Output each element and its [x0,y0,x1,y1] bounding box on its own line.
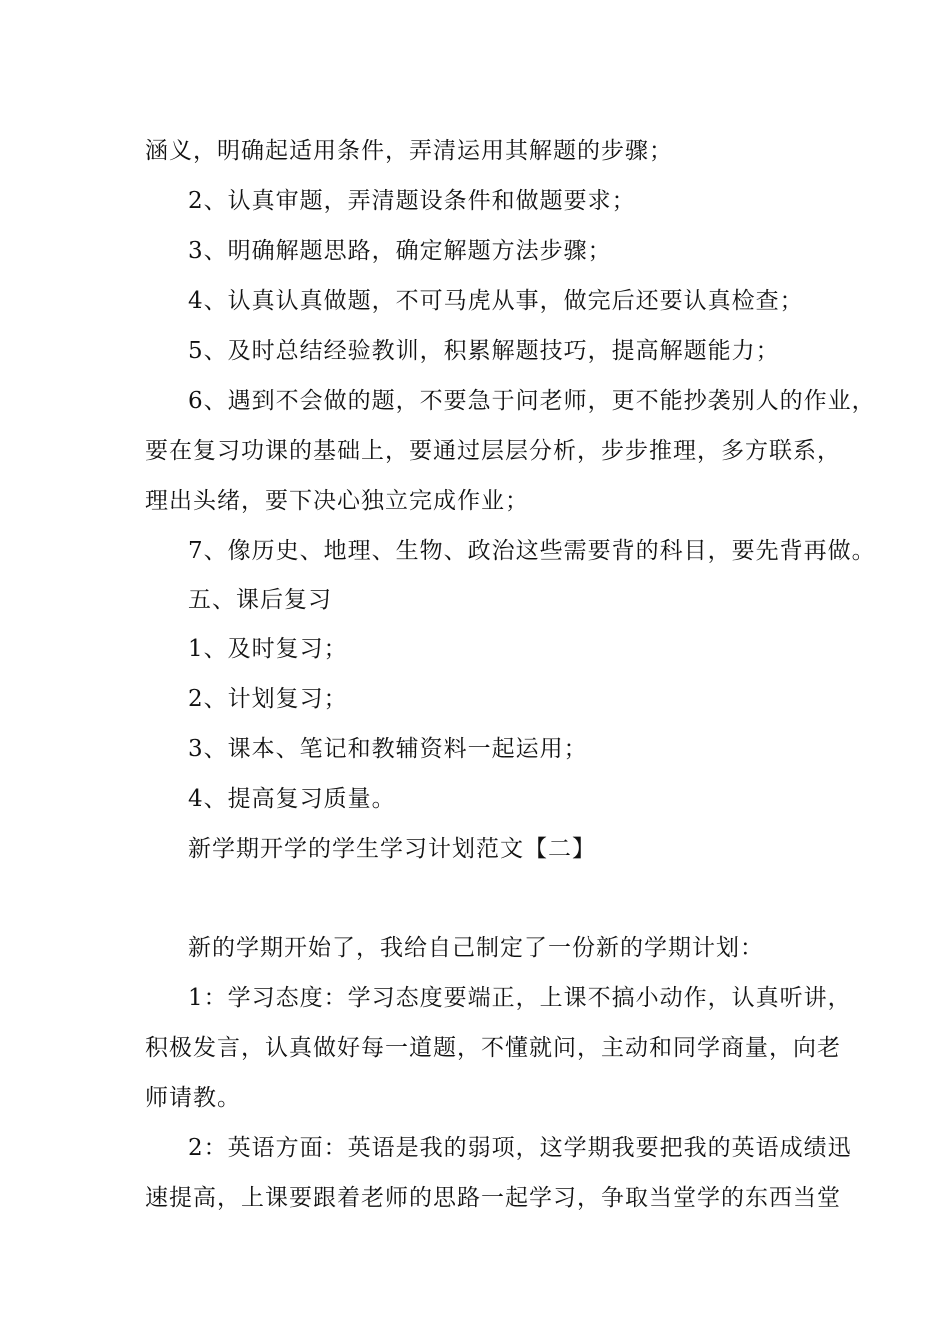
plan-item-2: 2：英语方面：英语是我的弱项，这学期我要把我的英语成绩迅 [188,1135,852,1161]
review-item-4: 4、提高复习质量。 [188,786,396,812]
plan-item-1-continuation: 积极发言，认真做好每一道题，不懂就问，主动和同学商量，向老 [145,1035,841,1061]
review-item-3: 3、课本、笔记和教辅资料一起运用； [188,736,588,762]
list-item-6-continuation: 要在复习功课的基础上，要通过层层分析，步步推理，多方联系， [145,438,841,464]
list-item-2: 2、认真审题，弄清题设条件和做题要求； [188,188,636,214]
article-title-two: 新学期开学的学生学习计划范文【二】 [188,836,596,862]
list-item-7: 7、像历史、地理、生物、政治这些需要背的科目，要先背再做。 [188,538,876,564]
list-item-3: 3、明确解题思路，确定解题方法步骤； [188,238,612,264]
list-item-6-continuation-2: 理出头绪，要下决心独立完成作业； [145,488,529,514]
paragraph-line-1: 涵义，明确起适用条件，弄清运用其解题的步骤； [145,138,673,164]
plan-item-2-continuation: 速提高，上课要跟着老师的思路一起学习，争取当堂学的东西当堂 [145,1185,841,1211]
list-item-5: 5、及时总结经验教训，积累解题技巧，提高解题能力； [188,338,780,364]
review-item-2: 2、计划复习； [188,686,348,712]
plan-item-1: 1：学习态度：学习态度要端正，上课不搞小动作，认真听讲， [188,985,852,1011]
plan-item-1-continuation-2: 师请教。 [145,1085,241,1111]
intro-paragraph: 新的学期开始了，我给自己制定了一份新的学期计划： [188,935,764,961]
section-heading-review: 五、课后复习 [188,587,332,613]
list-item-6: 6、遇到不会做的题，不要急于问老师，更不能抄袭别人的作业， [188,388,876,414]
review-item-1: 1、及时复习； [188,636,348,662]
list-item-4: 4、认真认真做题，不可马虎从事，做完后还要认真检查； [188,288,804,314]
